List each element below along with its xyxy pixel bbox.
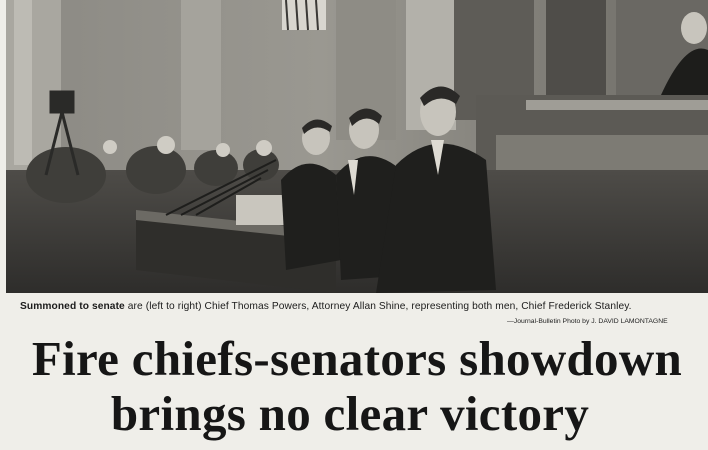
headline-line-2: brings no clear victory	[110, 386, 590, 441]
photo-caption	[20, 301, 708, 312]
senate-hearing-photo-illustration	[6, 0, 708, 293]
caption-text: are (left to right) Chief Thomas Powers, Attorney Allan Shine, representing both men, Chief Frederick Stanley.	[124, 301, 632, 312]
news-photo	[6, 0, 708, 293]
caption-lead: Summoned to senate	[20, 301, 125, 312]
photo-credit: —Journal-Bulletin Photo by J. DAVID LAMONTAGNE	[507, 318, 668, 325]
headline-line-1: Fire chiefs-senators showdown	[31, 331, 683, 386]
